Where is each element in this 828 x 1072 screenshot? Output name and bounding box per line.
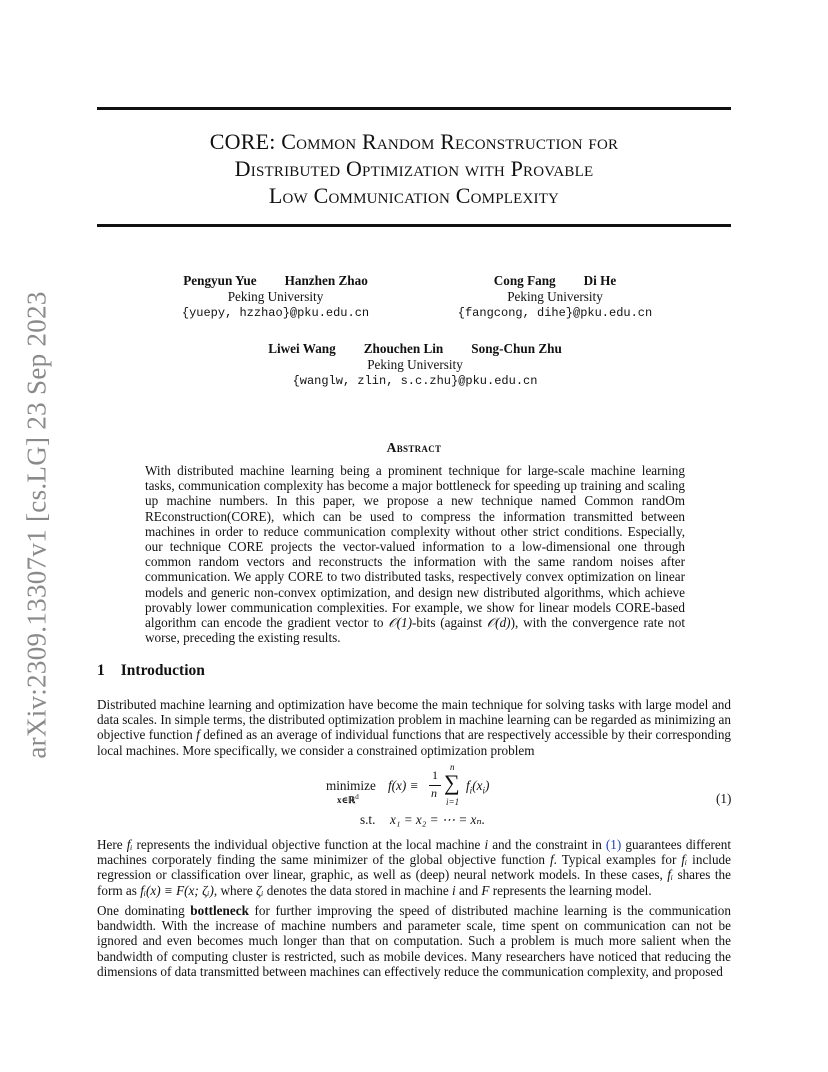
eq-rhs-arg: (x <box>472 778 483 793</box>
eq-minimize: minimize <box>326 778 376 793</box>
math-var: ζᵢ <box>256 882 264 898</box>
eq-rhs-sub: i <box>469 785 473 796</box>
author-affiliation: Peking University <box>367 357 463 372</box>
title-line-1: CORE: Common Random Reconstruction for <box>209 129 619 154</box>
section-number: 1 <box>97 662 105 679</box>
eq-rhs <box>466 778 489 796</box>
author-names <box>250 341 580 357</box>
eq-lhs: f(x) ≡ <box>388 778 419 793</box>
eq-rhs-arg-sub: i <box>482 785 485 796</box>
intro-paragraph-3 <box>97 903 731 979</box>
title-line-2: Distributed Optimization with Provable <box>234 156 594 181</box>
eq-sub-sup: d <box>355 793 359 801</box>
paragraph-text: and <box>455 882 482 898</box>
paragraph-text: guarantees different machines corporately finding the same minimizer of the global objective function <box>97 837 731 868</box>
author-affiliation: Peking University <box>227 289 324 304</box>
eq-rhs-f: f <box>466 778 470 793</box>
author-email: {fangcong, dihe}@pku.edu.cn <box>457 306 653 320</box>
abstract-text: -bits (against <box>412 615 487 631</box>
math-var: F <box>481 882 490 898</box>
title-line-3: Low Communication Complexity <box>268 183 560 208</box>
paragraph-text: Here <box>97 837 127 852</box>
eq-minimize-subscript <box>337 793 359 806</box>
equation-reference-link[interactable]: (1) <box>605 837 622 852</box>
intro-paragraph-1 <box>97 697 731 758</box>
author-names <box>450 273 660 289</box>
math-var: f <box>550 852 554 868</box>
eq-frac-num: 1 <box>432 768 438 782</box>
paragraph-text: , where <box>213 882 257 898</box>
author-group-1 <box>168 273 383 321</box>
paragraph-text: and the constraint in <box>488 837 606 852</box>
abstract-text: ), with the convergence rate not worse, preceding the existing results. <box>145 615 685 646</box>
paragraph-text: Distributed machine learning and optimization have become the main technique for solving tasks with large model and data scales. In simple terms, the distributed optimization problem in machine learning can be regarded as minimizing an objective function <box>97 697 731 743</box>
author-name: Di He <box>583 273 617 288</box>
author-affiliation: Peking University <box>507 289 603 304</box>
author-name: Pengyun Yue <box>183 273 257 288</box>
math-var: i <box>484 837 489 852</box>
paragraph-text: include regression or classification over linear, graphic, as well as (deep) neural network models. In these cases, <box>97 852 732 883</box>
title-bottom-rule <box>97 224 731 227</box>
math-expression: fᵢ(x) ≡ F(x; ζᵢ) <box>140 882 214 898</box>
eq-constraint: x₁ = x₂ = ⋯ = xₙ. <box>390 812 486 827</box>
math-big-o-d: 𝒪(d) <box>486 615 511 631</box>
math-var: f <box>196 727 200 743</box>
eq-rhs-close: ) <box>484 778 490 793</box>
paragraph-text: shares the form as <box>97 867 731 898</box>
title-top-rule <box>97 107 731 110</box>
abstract-heading: Abstract <box>386 440 442 455</box>
math-var: fᵢ <box>681 852 688 868</box>
abstract-body <box>145 463 685 645</box>
paragraph-text: for further improving the speed of distributed machine learning is the communication bandwidth. With the increase of machine numbers and parameter scale, time spent on communication can not be ignored and even becomes much longer than that on computation. Such a problem is much more salient when the bandwidth of computing cluster is restricted, such as mobile devices. Many researchers have noticed that reducing the dimensions of data transmitted between machines can effectively reduce the communication complexity, and proposed <box>97 903 731 979</box>
arxiv-identifier: arXiv:2309.13307v1 [cs.LG] 23 Sep 2023 <box>21 291 52 759</box>
paragraph-text: . Typical examples for <box>553 852 682 868</box>
paper-title <box>97 128 731 209</box>
paragraph-text: denotes the data stored in machine <box>263 882 453 898</box>
eq-st: s.t. <box>360 812 376 827</box>
eq-frac-den: n <box>431 786 437 800</box>
intro-paragraph-2 <box>97 837 731 898</box>
author-name: Song-Chun Zhu <box>471 341 562 356</box>
author-names <box>168 273 383 289</box>
author-group-3 <box>250 341 580 389</box>
arxiv-sidebar <box>22 290 52 760</box>
author-name: Hanzhen Zhao <box>284 273 368 288</box>
eq-sum: ∑ <box>444 770 460 795</box>
author-name: Zhouchen Lin <box>363 341 444 356</box>
section-heading-introduction <box>97 662 205 680</box>
section-title: Introduction <box>120 662 205 679</box>
math-big-o-1: 𝒪(1) <box>388 615 412 631</box>
abstract-text: With distributed machine learning being a prominent technique for large-scale machine learning tasks, communication complexity has become a major bottleneck for speeding up training and scaling up machine numbers. In this paper, we propose a new technique named Common randOm REconstruction(CORE), which can be used to compress the information transmitted between machines in order to reduce communication complexity without other strict conditions. Especially, our technique CORE projects the vector-valued information to a low-dimensional one through common random vectors and reconstructs the information with the same random noises after communication. We apply CORE to two distributed tasks, respectively convex optimization on linear models and generic non-convex optimization, and design new distributed algorithms, which achieve provably lower communication complexities. For example, we show for linear models CORE-based algorithm can encode the gradient vector to <box>145 463 685 631</box>
math-var: fᵢ <box>126 837 133 852</box>
math-var: fᵢ <box>667 867 673 883</box>
eq-sum-lower: i=1 <box>446 797 460 807</box>
math-var: i <box>452 882 456 898</box>
paragraph-text: One dominating <box>97 903 191 918</box>
emphasis-bottleneck: bottleneck <box>190 903 249 918</box>
author-name: Liwei Wang <box>268 341 336 356</box>
author-email: {wanglw, zlin, s.c.zhu}@pku.edu.cn <box>292 374 538 388</box>
eq-sum-upper: n <box>450 762 455 772</box>
author-group-2 <box>450 273 660 321</box>
paragraph-text: represents the learning model. <box>489 882 652 898</box>
paragraph-text: represents the individual objective function at the local machine <box>132 837 485 852</box>
eq-sub-text: x∈ℝ <box>337 795 356 805</box>
author-email: {yuepy, hzzhao}@pku.edu.cn <box>181 306 370 320</box>
paragraph-text: defined as an average of individual functions that are respectively accessible by their corresponding local machines. More specifically, we consider a constrained optimization problem <box>97 727 732 758</box>
equation-number: (1) <box>716 791 732 806</box>
author-name: Cong Fang <box>493 273 556 288</box>
